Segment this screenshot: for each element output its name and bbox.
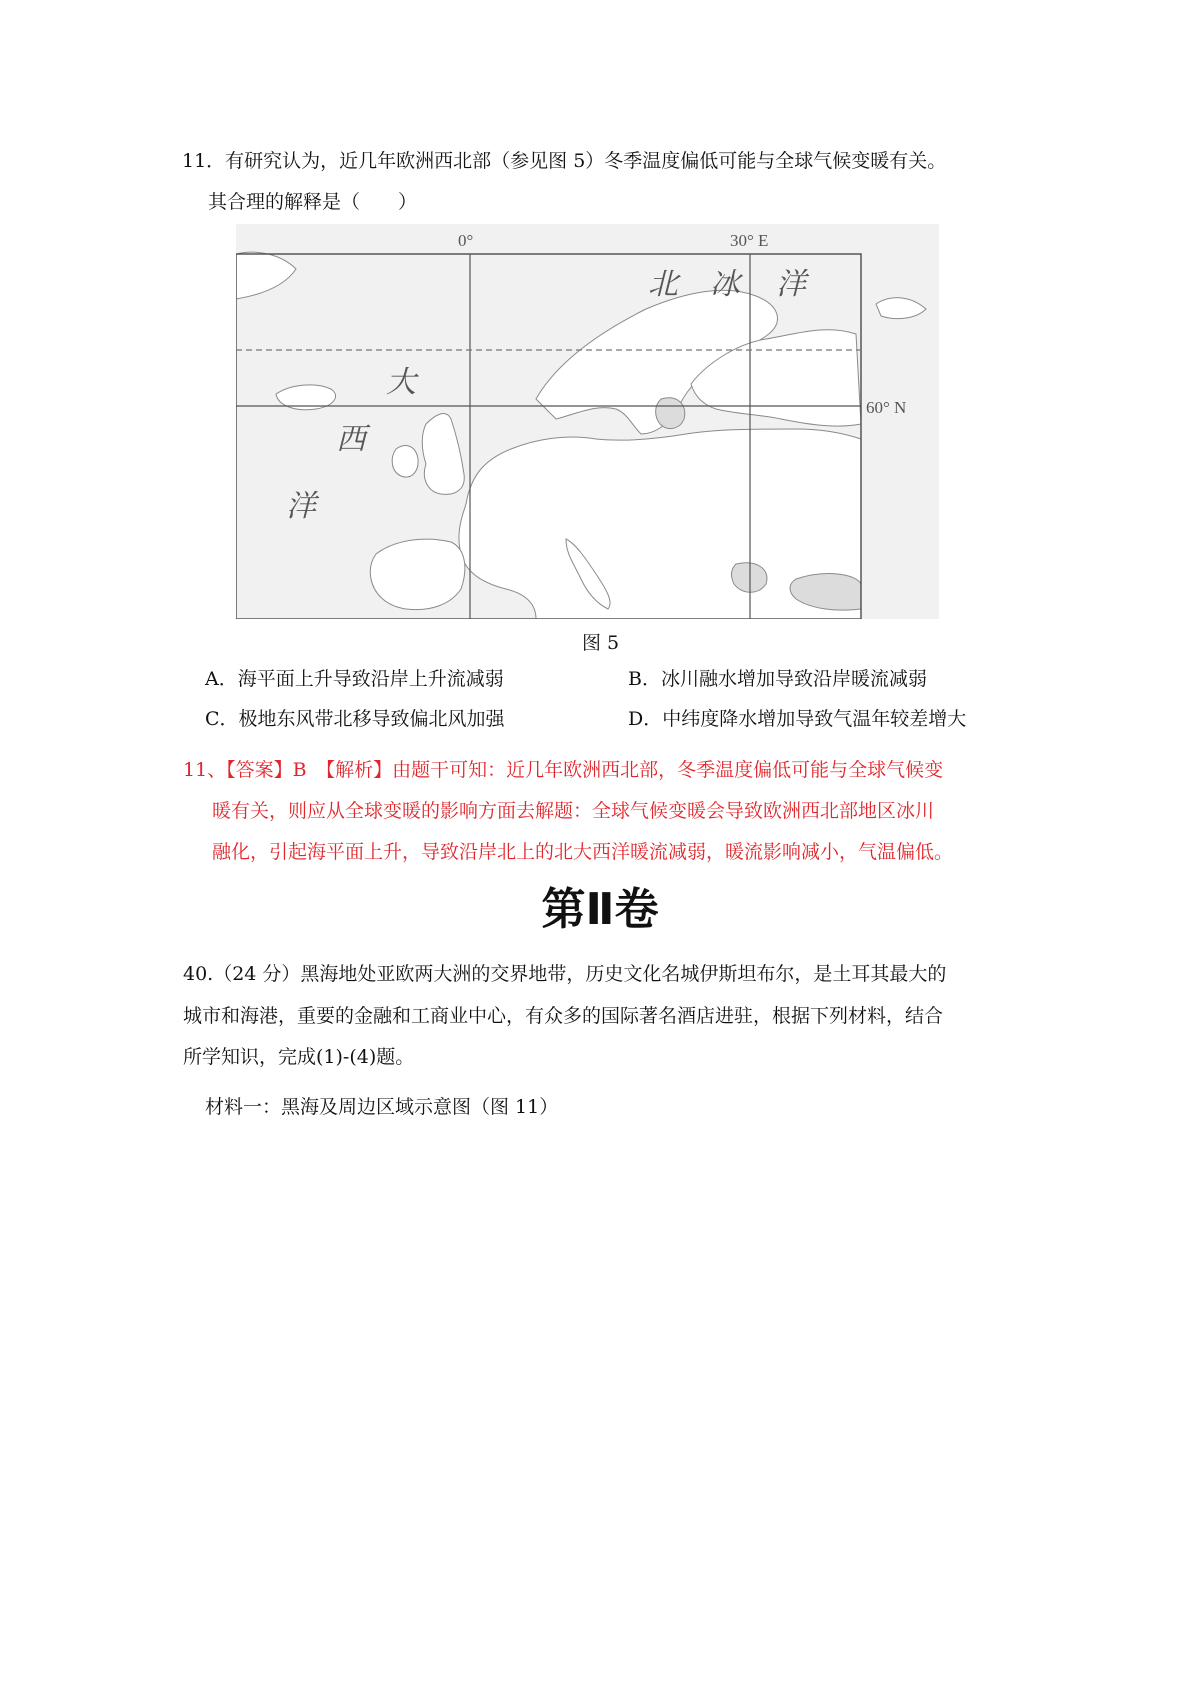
- question-40-line-2: 城市和海港，重要的金融和工商业中心，有众多的国际著名酒店进驻，根据下列材料，结合: [183, 1005, 944, 1027]
- answer-explanation-line-1: 11、【答案】B 【解析】由题干可知：近几年欧洲西北部，冬季温度偏低可能与全球气候变: [183, 759, 944, 781]
- option-b: B．冰川融水增加导致沿岸暖流减弱: [628, 668, 927, 690]
- question-40-line-1: 40.（24 分）黑海地处亚欧两大洲的交界地带，历史文化名城伊斯坦布尔，是土耳其最大的: [183, 963, 947, 985]
- arctic-ocean-char-2: 冰: [710, 267, 740, 302]
- option-c: C．极地东风带北移导致偏北风加强: [205, 708, 505, 730]
- answer-explanation-line-2: 暖有关，则应从全球变暖的影响方面去解题：全球气候变暖会导致欧洲西北部地区冰川: [212, 800, 935, 822]
- option-d: D．中纬度降水增加导致气温年较差增大: [628, 708, 967, 730]
- answer-explanation-line-3: 融化，引起海平面上升，导致沿岸北上的北大西洋暖流减弱，暖流影响减小，气温偏低。: [212, 841, 954, 863]
- figure-5-caption: 图 5: [582, 632, 620, 654]
- atlantic-ocean-char-1: 大: [386, 365, 416, 400]
- atlantic-ocean-char-2: 西: [336, 422, 366, 457]
- section-title: 第Ⅱ卷: [541, 884, 659, 935]
- arctic-ocean-char-3: 洋: [776, 267, 806, 302]
- atlantic-ocean-char-3: 洋: [286, 489, 316, 524]
- option-a: A．海平面上升导致沿岸上升流减弱: [205, 668, 504, 690]
- latitude-60n-label: 60° N: [866, 398, 907, 417]
- longitude-30e-label: 30° E: [730, 231, 769, 250]
- question-11-prompt: 其合理的解释是（ ）: [208, 191, 418, 213]
- question-11-stem: 11．有研究认为，近几年欧洲西北部（参见图 5）冬季温度偏低可能与全球气候变暖有关。: [182, 150, 947, 172]
- longitude-0-label: 0°: [458, 231, 474, 250]
- arctic-ocean-char-1: 北: [648, 267, 678, 302]
- material-one-caption: 材料一：黑海及周边区域示意图（图 11）: [205, 1096, 559, 1118]
- figure-5-map: [236, 224, 939, 619]
- question-40-line-3: 所学知识，完成(1)-(4)题。: [183, 1046, 415, 1068]
